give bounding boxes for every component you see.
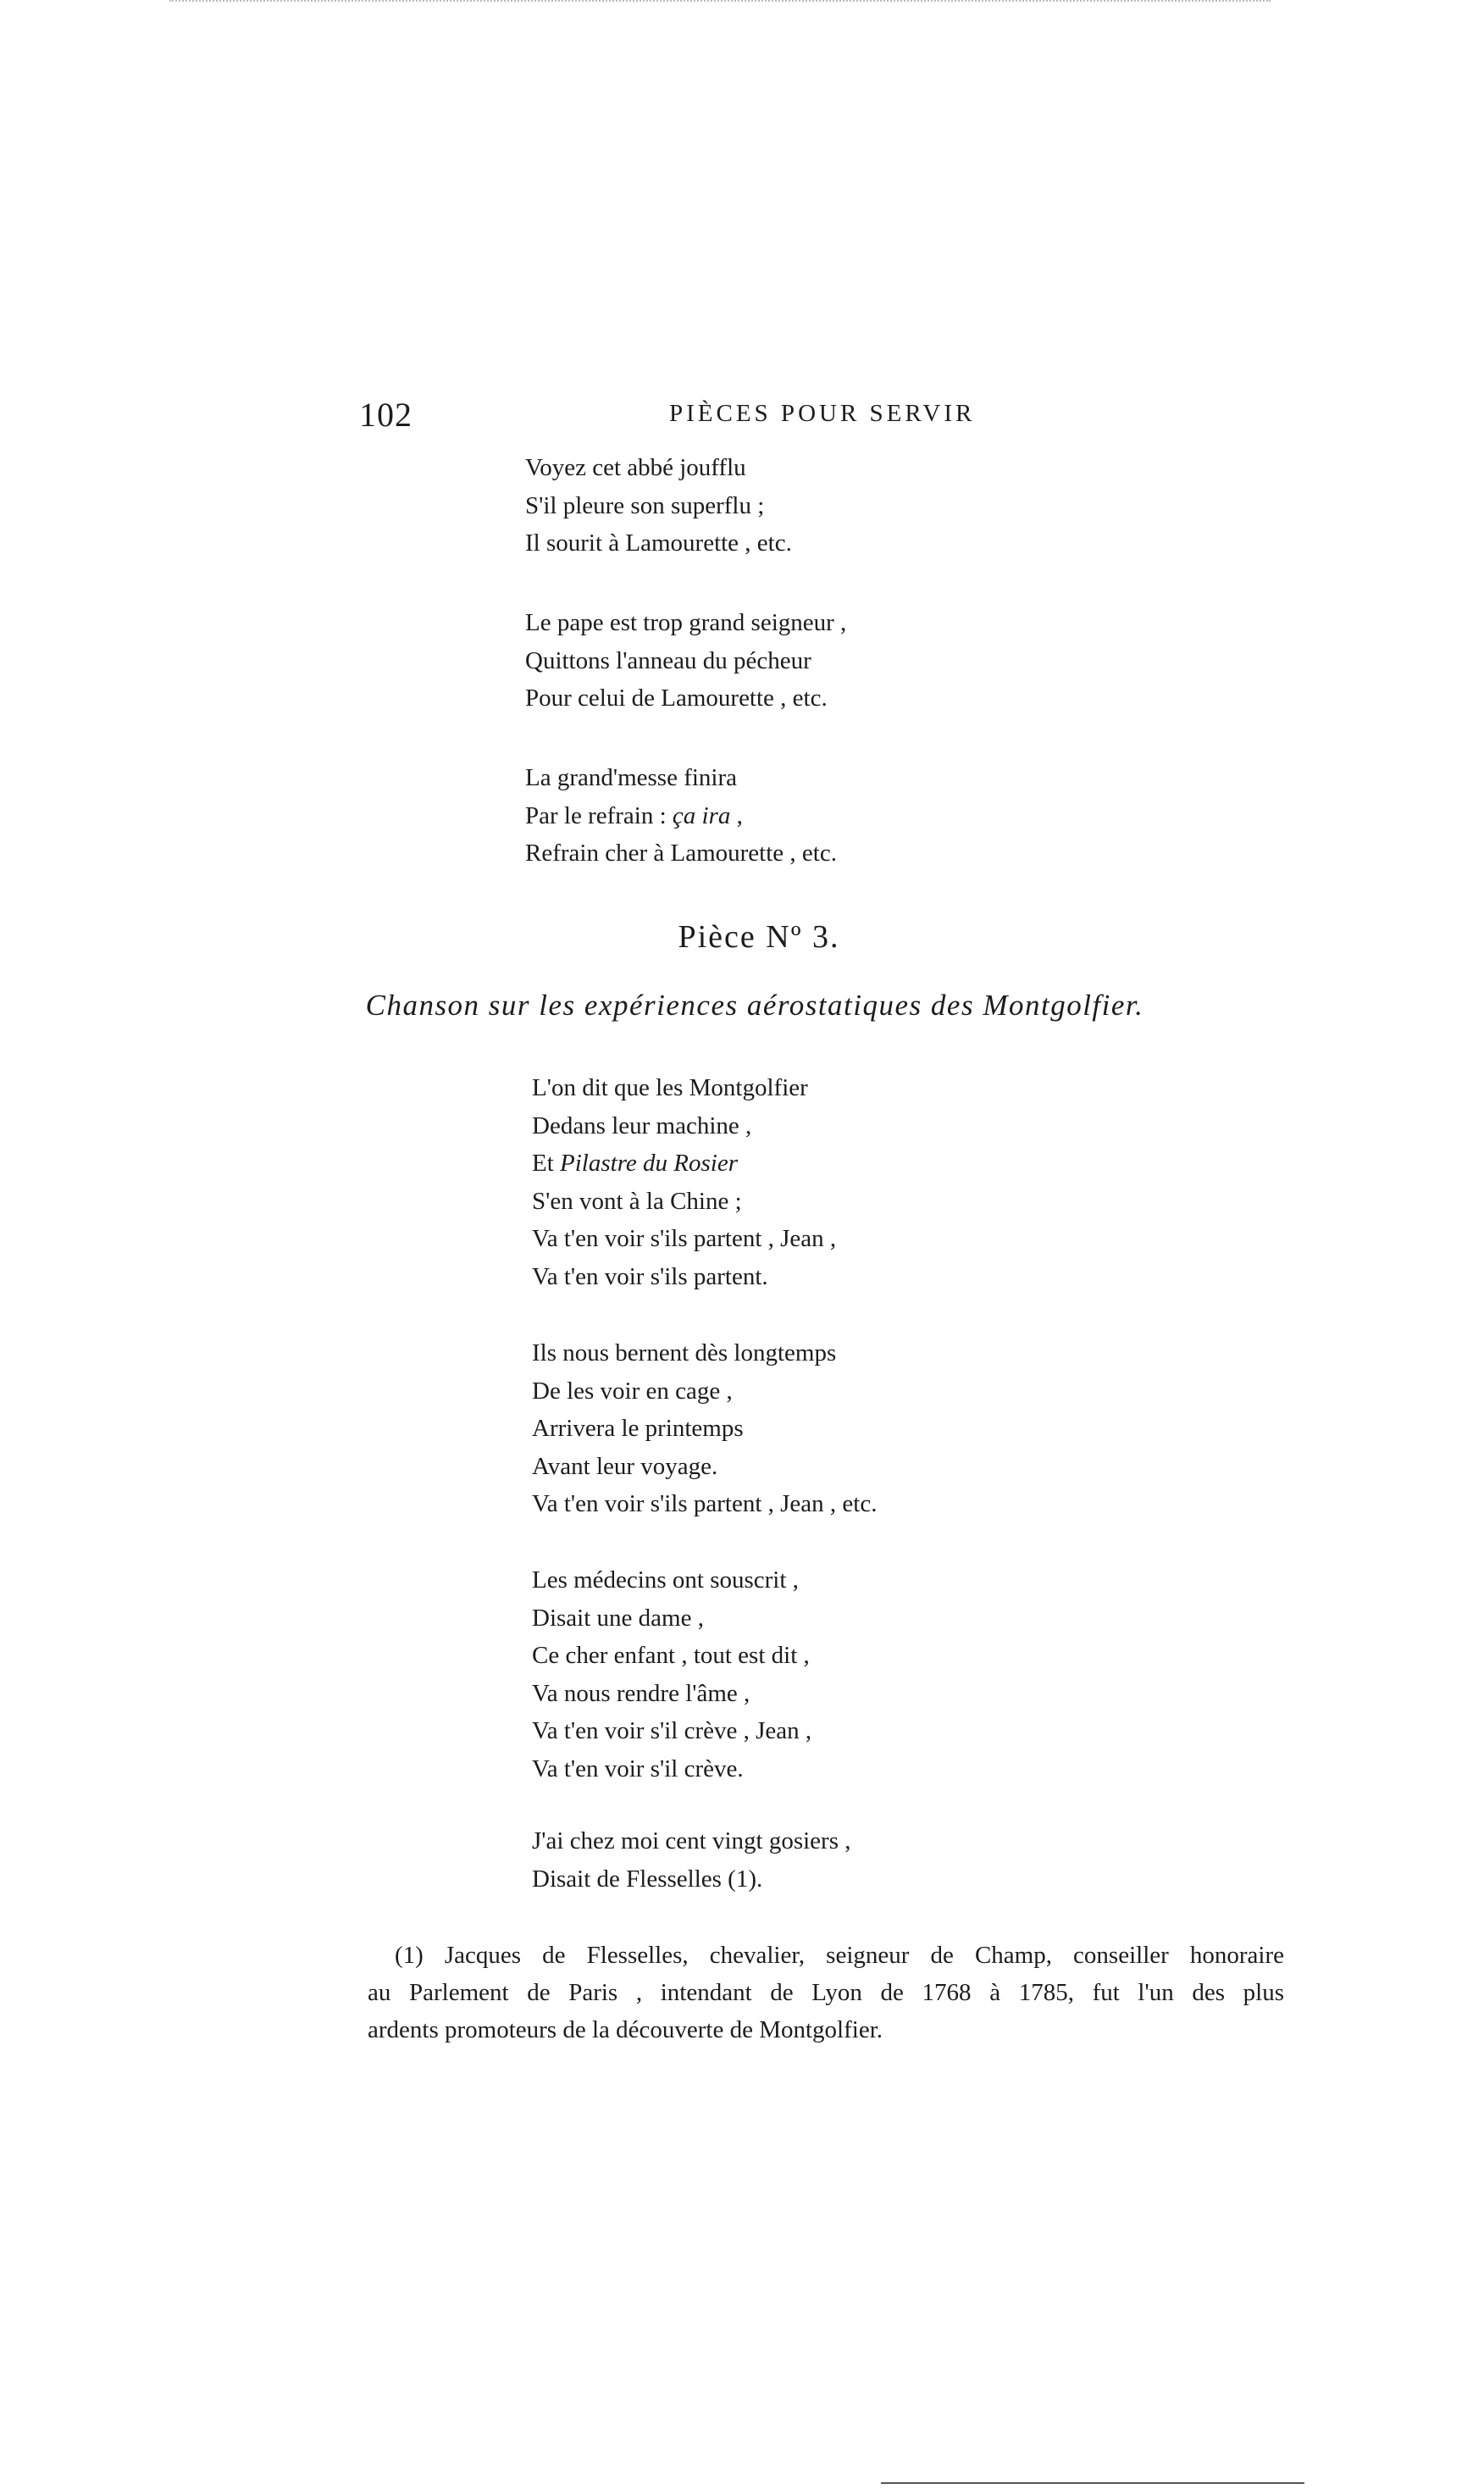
verse-line: Le pape est trop grand seigneur , [525,609,847,636]
verse-line: Quittons l'anneau du pécheur [525,646,811,674]
continuation-stanza-1 [525,449,792,563]
verse-line: Refrain cher à Lamourette , etc. [525,840,837,867]
verse-line: Il sourit à Lamourette , etc. [525,529,792,557]
verse-line: Les médecins ont souscrit , [532,1566,799,1594]
italic-name: Pilastre du Rosier [560,1150,738,1177]
verse-line: Avant leur voyage. [532,1452,718,1480]
verse-line: S'il pleure son superflu ; [525,491,765,519]
verse-line: Voyez cet abbé joufflu [525,454,746,481]
song-stanza-3 [532,1561,811,1788]
bottom-edge-rule [881,2482,1304,2484]
footnote-line: au Parlement de Paris , intendant de Lyon de 1768 à 1785, fut l'un des plus [368,1979,1284,2006]
song-stanza-4 [532,1822,851,1898]
piece-heading: Pièce Nº 3. [678,919,840,955]
verse-line-text: Et [532,1150,561,1177]
continuation-stanza-2 [525,604,846,718]
running-title: PIÈCES POUR SERVIR [669,400,976,427]
verse-line [525,797,837,835]
verse-line: Disait une dame , [532,1604,704,1632]
verse-line: Va t'en voir s'il crève. [532,1754,744,1782]
verse-line: Va t'en voir s'ils partent , Jean , etc. [532,1490,878,1517]
italic-refrain: ça ira [672,801,731,829]
page-number: 102 [359,396,413,434]
verse-line: Va nous rendre l'âme , [532,1679,750,1707]
verse-line: L'on dit que les Montgolfier [532,1074,808,1101]
verse-line: La grand'messe finira [525,764,738,791]
verse-line: Arrivera le printemps [532,1415,744,1442]
verse-line: S'en vont à la Chine ; [532,1187,742,1215]
continuation-stanza-3 [525,759,837,873]
verse-line: Disait de Flesselles (1). [532,1865,763,1893]
footnote [368,1937,1284,2048]
verse-line: Va t'en voir s'il crève , Jean , [532,1717,812,1744]
top-edge-rule [169,0,1271,2]
verse-line [532,1145,836,1183]
verse-line: Ils nous bernent dès longtemps [532,1339,837,1366]
song-stanza-2 [532,1334,877,1523]
verse-line: De les voir en cage , [532,1377,733,1405]
verse-line: Ce cher enfant , tout est dit , [532,1642,810,1669]
footnote-line: (1) Jacques de Flesselles, chevalier, seigneur de Champ, conseiller honoraire [395,1942,1284,1969]
verse-line: Dedans leur machine , [532,1111,752,1139]
verse-line-text: Par le refrain : [525,801,673,829]
verse-line: Pour celui de Lamourette , etc. [525,685,828,712]
verse-line: Va t'en voir s'ils partent , Jean , [532,1225,837,1252]
song-stanza-1 [532,1069,836,1295]
verse-line: J'ai chez moi cent vingt gosiers , [532,1827,851,1854]
verse-line: Va t'en voir s'ils partent. [532,1262,768,1290]
verse-line-text: , [730,801,743,829]
footnote-line: ardents promoteurs de la découverte de Montgolfier. [368,2016,883,2043]
piece-subtitle: Chanson sur les expériences aérostatiques des Montgolfier. [365,989,1144,1022]
